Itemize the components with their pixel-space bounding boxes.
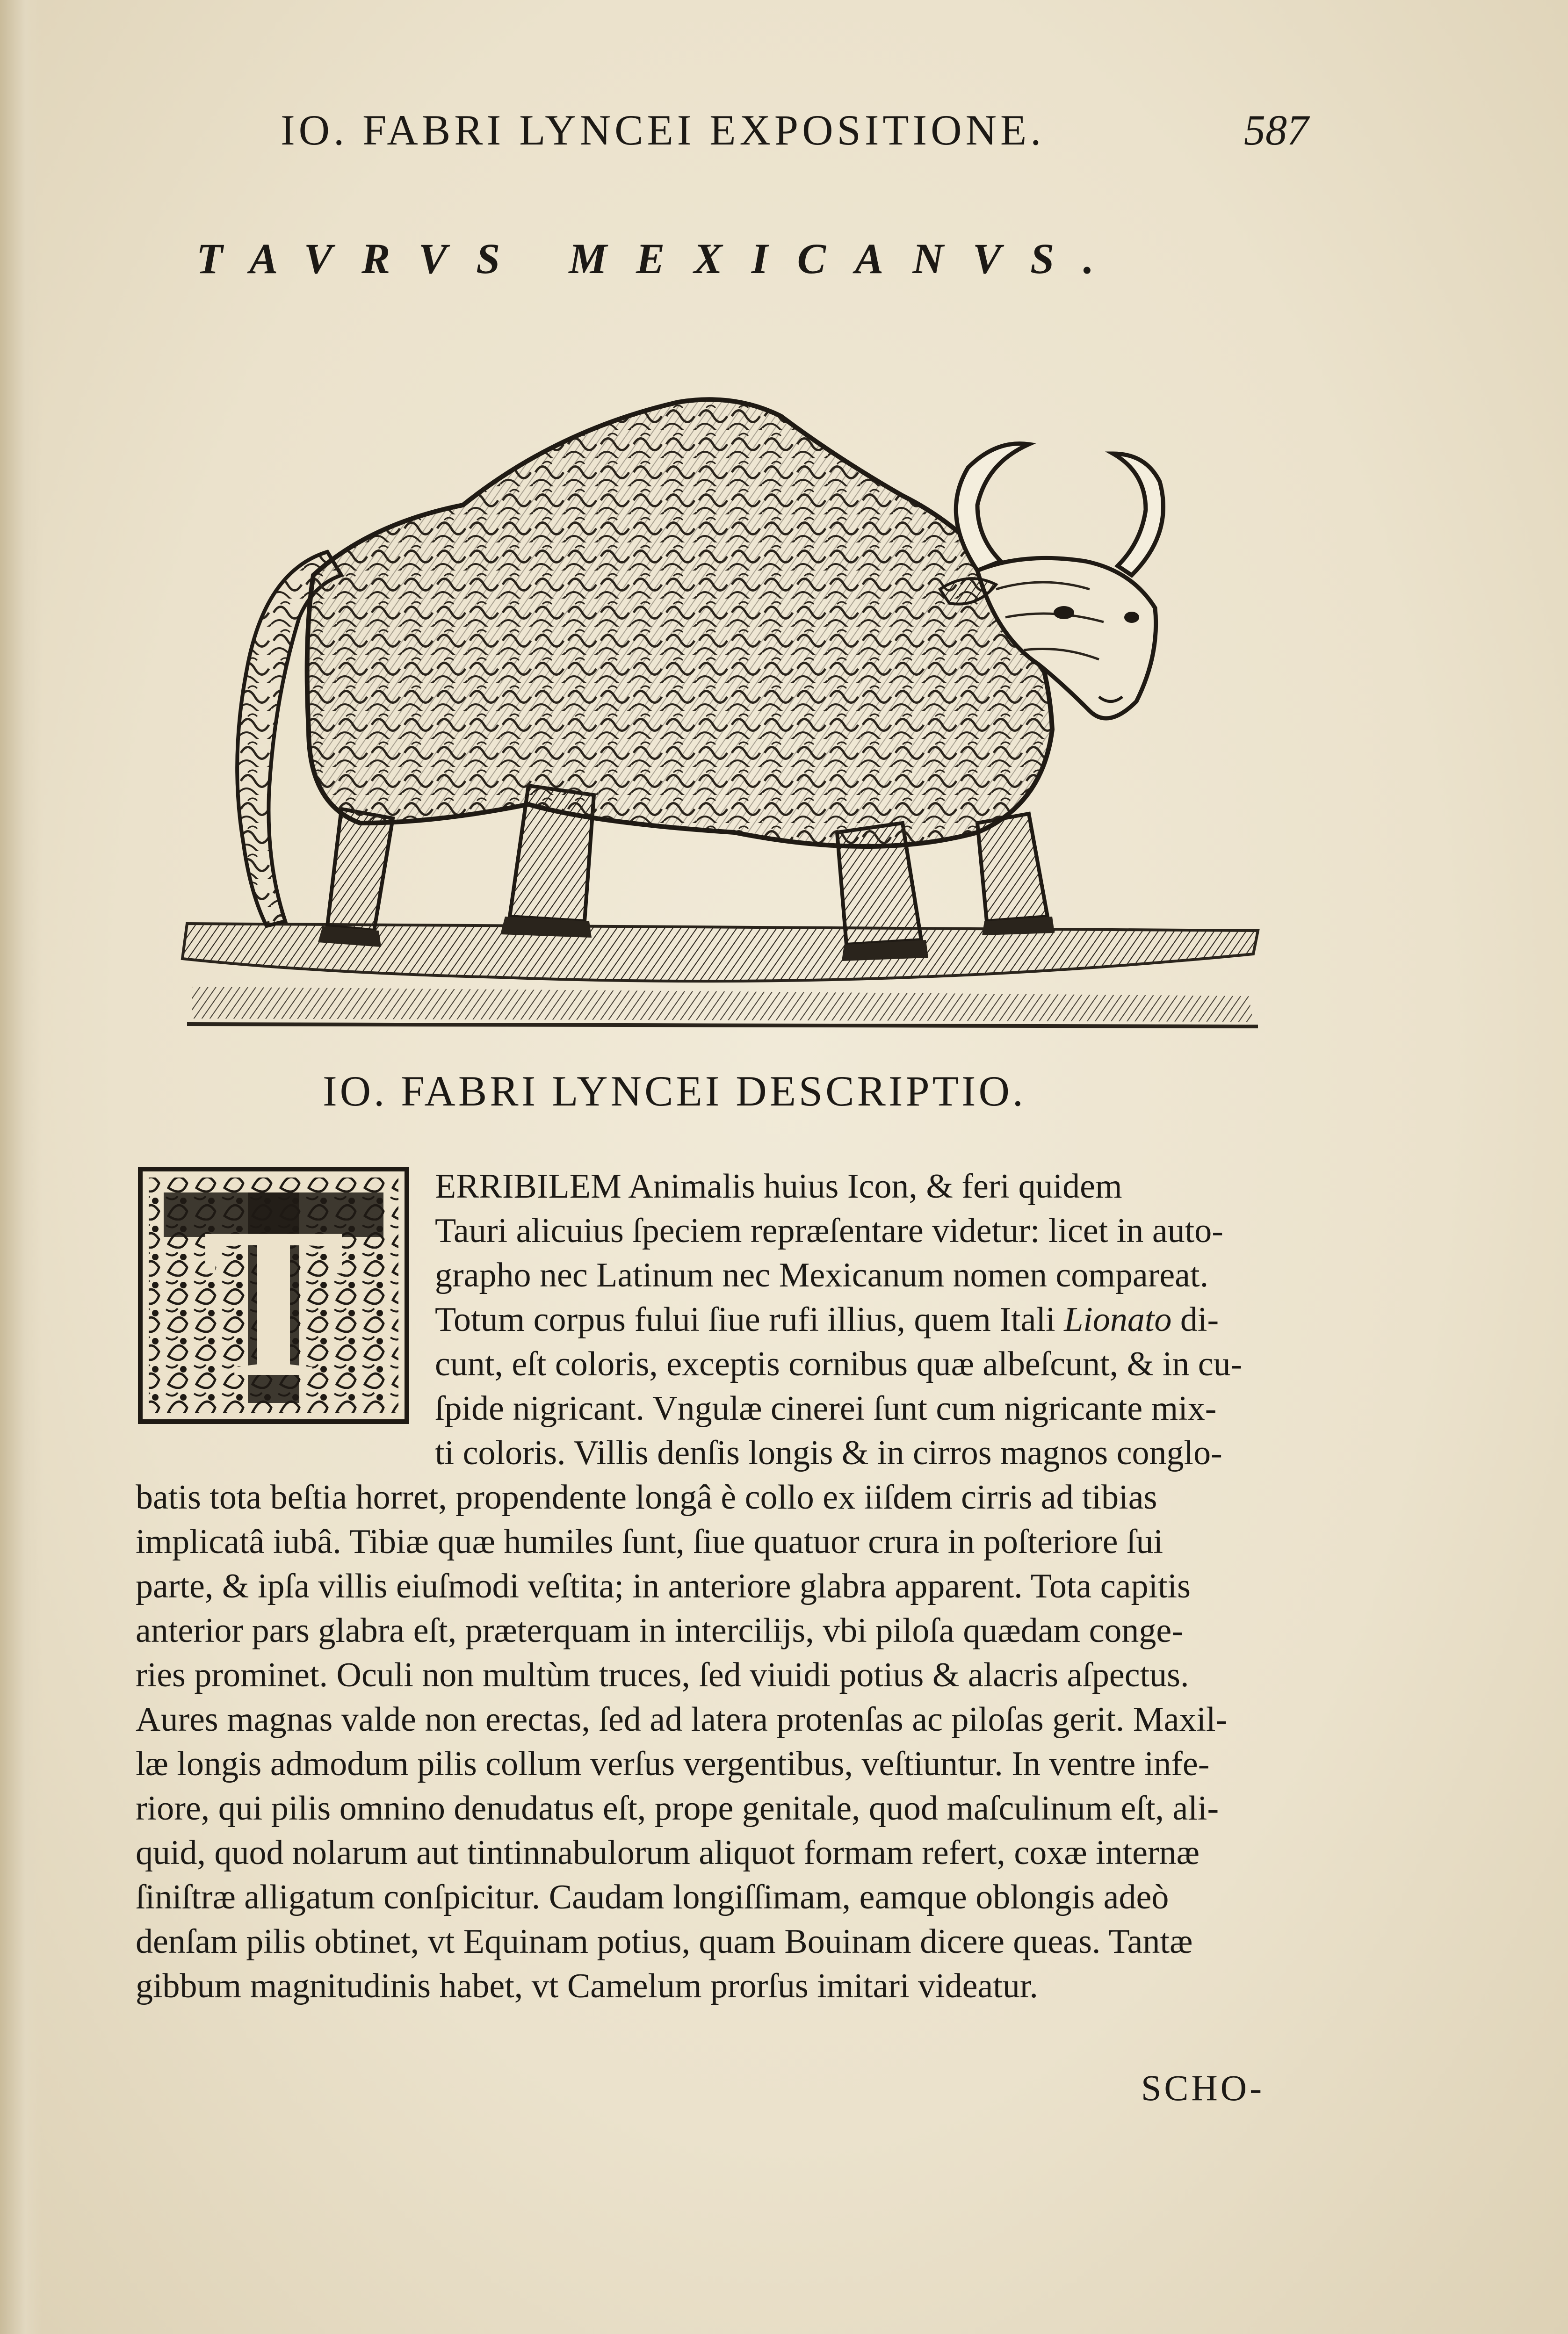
body-line-tail: di-: [1180, 1301, 1219, 1339]
illustration-title: TAVRVS MEXICANVS.: [196, 235, 1123, 282]
body-line: implicatâ iubâ. Tibiæ quæ humiles ſunt, ſiue quatuor crura in poſteriore ſui: [136, 1523, 1163, 1561]
body-line: ſpide nigricant. Vngulæ cinerei ſunt cum nigricante mix-: [435, 1389, 1217, 1428]
body-line: gibbum magnitudinis habet, vt Camelum prorſus imitari videatur.: [136, 1967, 1038, 2005]
catchword: SCHO-: [1141, 2067, 1265, 2108]
body-line: riore, qui pilis omnino denudatus eſt, prope genitale, quod maſculinum eſt, ali-: [136, 1789, 1219, 1828]
body-line: ERRIBILEM Animalis huius Icon, & feri quidem: [435, 1167, 1122, 1206]
page-number: 587: [1244, 106, 1308, 154]
body-line: ries prominet. Oculi non multùm truces, ſed viuidi potius & alacris aſpectus.: [136, 1656, 1189, 1694]
body-line-main: Totum corpus fului ſiue rufi illius, quem Itali: [435, 1301, 1055, 1339]
body-line: Tauri alicuius ſpeciem repræſentare videtur: licet in auto-: [435, 1212, 1223, 1250]
body-line-with-italic: [136, 1298, 1333, 1342]
section-title: IO. FABRI LYNCEI DESCRIPTIO.: [323, 1067, 1026, 1115]
body-line: grapho nec Latinum nec Mexicanum nomen compareat.: [435, 1256, 1209, 1294]
bison-woodcut: [173, 374, 1277, 1048]
body-line: ſiniſtræ alligatum conſpicitur. Caudam longiſſimam, eamque oblongis adeò: [136, 1878, 1169, 1916]
body-text: [136, 1164, 1333, 2009]
body-line: quid, quod nolarum aut tintinnabulorum aliquot formam refert, coxæ internæ: [136, 1834, 1200, 1872]
gutter-shadow: [0, 0, 42, 2334]
body-line: denſam pilis obtinet, vt Equinam potius, quam Bouinam dicere queas. Tantæ: [136, 1922, 1193, 1961]
body-line: parte, & ipſa villis eiuſmodi veſtita; in anteriore glabra apparent. Tota capitis: [136, 1567, 1191, 1605]
body-line: ti coloris. Villis denſis longis & in cirros magnos conglo-: [435, 1434, 1222, 1472]
body-line: cunt, eſt coloris, exceptis cornibus quæ albeſcunt, & in cu-: [435, 1345, 1243, 1383]
drop-cap-letter: T: [202, 1183, 346, 1422]
body-line: læ longis admodum pilis collum verſus vergentibus, veſtiuntur. In ventre infe-: [136, 1745, 1210, 1783]
body-line: batis tota beſtia horret, propendente longâ è collo ex iiſdem cirris ad tibias: [136, 1478, 1157, 1517]
body-line: anterior pars glabra eſt, præterquam in intercilijs, vbi piloſa quædam conge-: [136, 1611, 1183, 1650]
running-head: IO. FABRI LYNCEI EXPOSITIONE.: [281, 106, 1045, 154]
body-line: Aures magnas valde non erectas, ſed ad latera protenſas ac piloſas gerit. Maxil-: [136, 1700, 1228, 1739]
italic-word: Lionato: [1064, 1301, 1172, 1339]
